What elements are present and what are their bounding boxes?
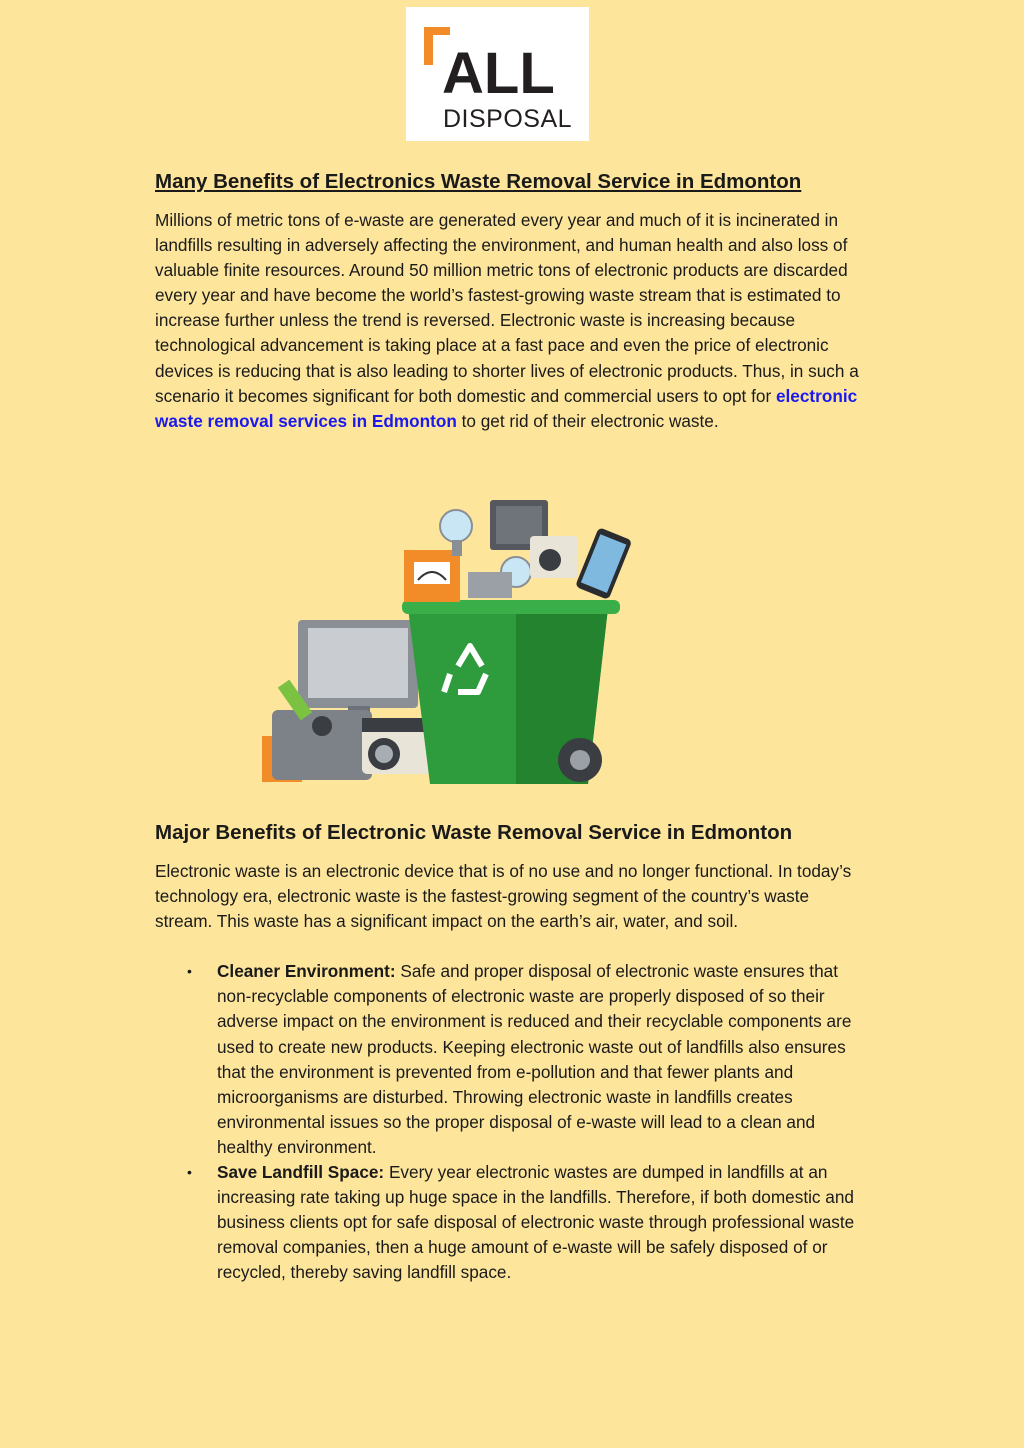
article-heading: Many Benefits of Electronics Waste Removal Service in Edmonton (155, 170, 802, 193)
benefit-text: Safe and proper disposal of electronic waste ensures that non-recyclable components of electronic waste are properly disposed of so their adverse impact on the environment is reduced and their recyclable components are used to create new products. Keeping electronic waste out of landfills also ensures that the environment is prevented from e-pollution and that fewer plants and microorganisms are disturbed. Throwing electronic waste in landfills creates environmental issues so the proper disposal of e-waste will lead to a clean and healthy environment. (217, 961, 852, 1157)
benefits-heading: Major Benefits of Electronic Waste Removal Service in Edmonton (155, 821, 793, 844)
benefits-list (155, 959, 870, 1285)
circuit-board-icon (468, 572, 512, 598)
ewaste-bin-illustration (258, 496, 638, 788)
list-item (155, 959, 870, 1160)
company-logo (406, 7, 589, 141)
bullet-icon: • (187, 1164, 192, 1181)
logo-word-all: ALL (442, 41, 555, 106)
gauge-icon (404, 550, 460, 602)
intro-paragraph (155, 208, 870, 434)
intro-text-tail: to get rid of their electronic waste. (456, 410, 719, 431)
camera-top-icon (530, 536, 578, 578)
smartphone-top-icon (575, 527, 632, 600)
benefit-text: Every year electronic wastes are dumped in landfills at an increasing rate taking up huge space in the landfills. Therefore, if both domestic and business clients opt for safe disposal of electronic waste through professional waste removal companies, then a huge amount of e-waste will be safely disposed of or recycled, thereby saving landfill space. (217, 1162, 855, 1283)
article-content (155, 168, 870, 434)
all-disposal-logo-graphic (406, 7, 589, 141)
benefits-section (155, 819, 870, 1286)
list-item (155, 1160, 870, 1285)
recycle-bin-icon (402, 600, 620, 784)
camera-icon (362, 718, 432, 774)
logo-word-disposal: DISPOSAL (443, 105, 573, 133)
bullet-icon: • (187, 963, 192, 980)
benefit-title: Save Landfill Space: (217, 1162, 385, 1183)
edmonton-service-link[interactable]: electronic waste removal services in Edmonton (155, 385, 858, 431)
benefit-title: Cleaner Environment: (217, 961, 396, 982)
intro-text: Millions of metric tons of e-waste are generated every year and much of it is incinerated in landfills resulting in adversely affecting the environment, and human health and also loss of valuable finite resources. Around 50 million metric tons of electronic products are discarded every year and have become the world’s fastest-growing waste stream that is estimated to increase further unless the trend is reversed. Electronic waste is increasing because technological advancement is taking place at a fast pace and even the price of electronic devices is reducing that is also leading to shorter lives of electronic products. Thus, in such a scenario it becomes significant for both domestic and commercial users to opt for (155, 210, 859, 406)
benefits-intro-paragraph: Electronic waste is an electronic device that is of no use and no longer functional. In today’s technology era, electronic waste is the fastest-growing segment of the country’s waste stream. This waste has a significant impact on the earth’s air, water, and soil. (155, 861, 852, 932)
